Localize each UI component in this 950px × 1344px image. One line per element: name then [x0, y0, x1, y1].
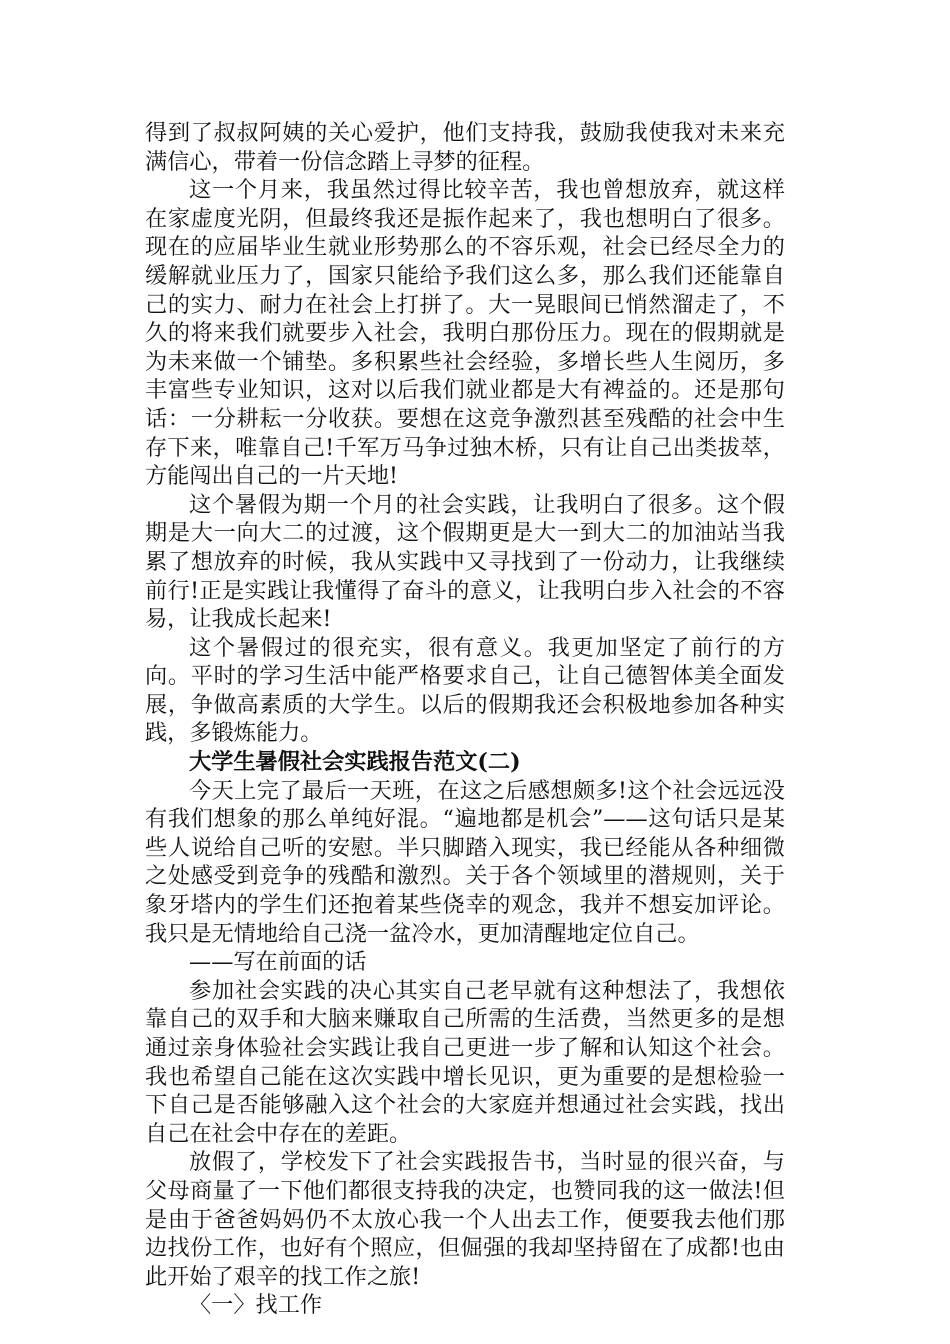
paragraph-foreword-note: ——写在前面的话	[189, 949, 367, 976]
paragraph-last-day: 今天上完了最后一天班，在这之后感想颇多!这个社会远远没有我们想象的那么单纯好混。“遍地都是机会”——这句话只是某些人说给自己听的安慰。半只脚踏入现实，我已经能从各种细微之处感受到竞争的残酷和激烈。关于各个领域里的潜规则，关于象牙塔内的学生们还抱着某些侥幸的观念，我并不想妄加评论。我只是无情地给自己浇一盆冷水，更加清醒地定位自己。	[145, 777, 785, 947]
paragraph-summer-meaning: 这个暑假过的很充实，很有意义。我更加坚定了前行的方向。平时的学习生活中能严格要求自己，让自己德智体美全面发展，争做高素质的大学生。以后的假期我还会积极地参加各种实践，多锻炼能力。	[145, 634, 785, 747]
paragraph-month-reflection: 这一个月来，我虽然过得比较辛苦，我也曾想放弃，就这样在家虚度光阴，但最终我还是振作起来了，我也想明白了很多。现在的应届毕业生就业形势那么的不容乐观，社会已经尽全力的缓解就业压力了，国家只能给予我们这么多，那么我们还能靠自己的实力、耐力在社会上打拼了。大一晃眼间已悄然溜走了，不久的将来我们就要步入社会，我明白那份压力。现在的假期就是为未来做一个铺垫。多积累些社会经验，多增长些人生阅历，多丰富些专业知识，这对以后我们就业都是大有裨益的。还是那句话：一分耕耘一分收获。要想在这竞争激烈甚至残酷的社会中生存下来，唯靠自己!千军万马争过独木桥，只有让自己出类拔萃，方能闯出自己的一片天地!	[145, 177, 785, 490]
document-body	[145, 119, 785, 1320]
paragraph-summer-practice: 这个暑假为期一个月的社会实践，让我明白了很多。这个假期是大一向大二的过渡，这个假期更是大一到大二的加油站当我累了想放弃的时候，我从实践中又寻找到了一份动力，让我继续前行!正是实践让我懂得了奋斗的意义，让我明白步入社会的不容易，让我成长起来!	[145, 491, 785, 633]
paragraph-intro: 得到了叔叔阿姨的关心爱护，他们支持我，鼓励我使我对未来充满信心，带着一份信念踏上寻梦的征程。	[145, 120, 785, 175]
paragraph-motivation: 参加社会实践的决心其实自己老早就有这种想法了，我想依靠自己的双手和大脑来赚取自己所需的生活费，当然更多的是想通过亲身体验社会实践让我自己更进一步了解和认知这个社会。我也希望自己能在这次实践中增长见识，更为重要的是想检验一下自己是否能够融入这个社会的大家庭并想通过社会实践，找出自己在社会中存在的差距。	[145, 977, 785, 1147]
paragraph-vacation-start: 放假了，学校发下了社会实践报告书，当时显的很兴奋，与父母商量了一下他们都很支持我的决定，也赞同我的这一做法!但是由于爸爸妈妈仍不太放心我一个人出去工作，便要我去他们那边找份工作，也好有个照应，但倔强的我却坚持留在了成都!也由此开始了艰辛的找工作之旅!	[145, 1149, 785, 1290]
subsection-heading: 〈一〉找工作	[189, 1292, 323, 1319]
section-heading: 大学生暑假社会实践报告范文(二)	[189, 749, 521, 776]
